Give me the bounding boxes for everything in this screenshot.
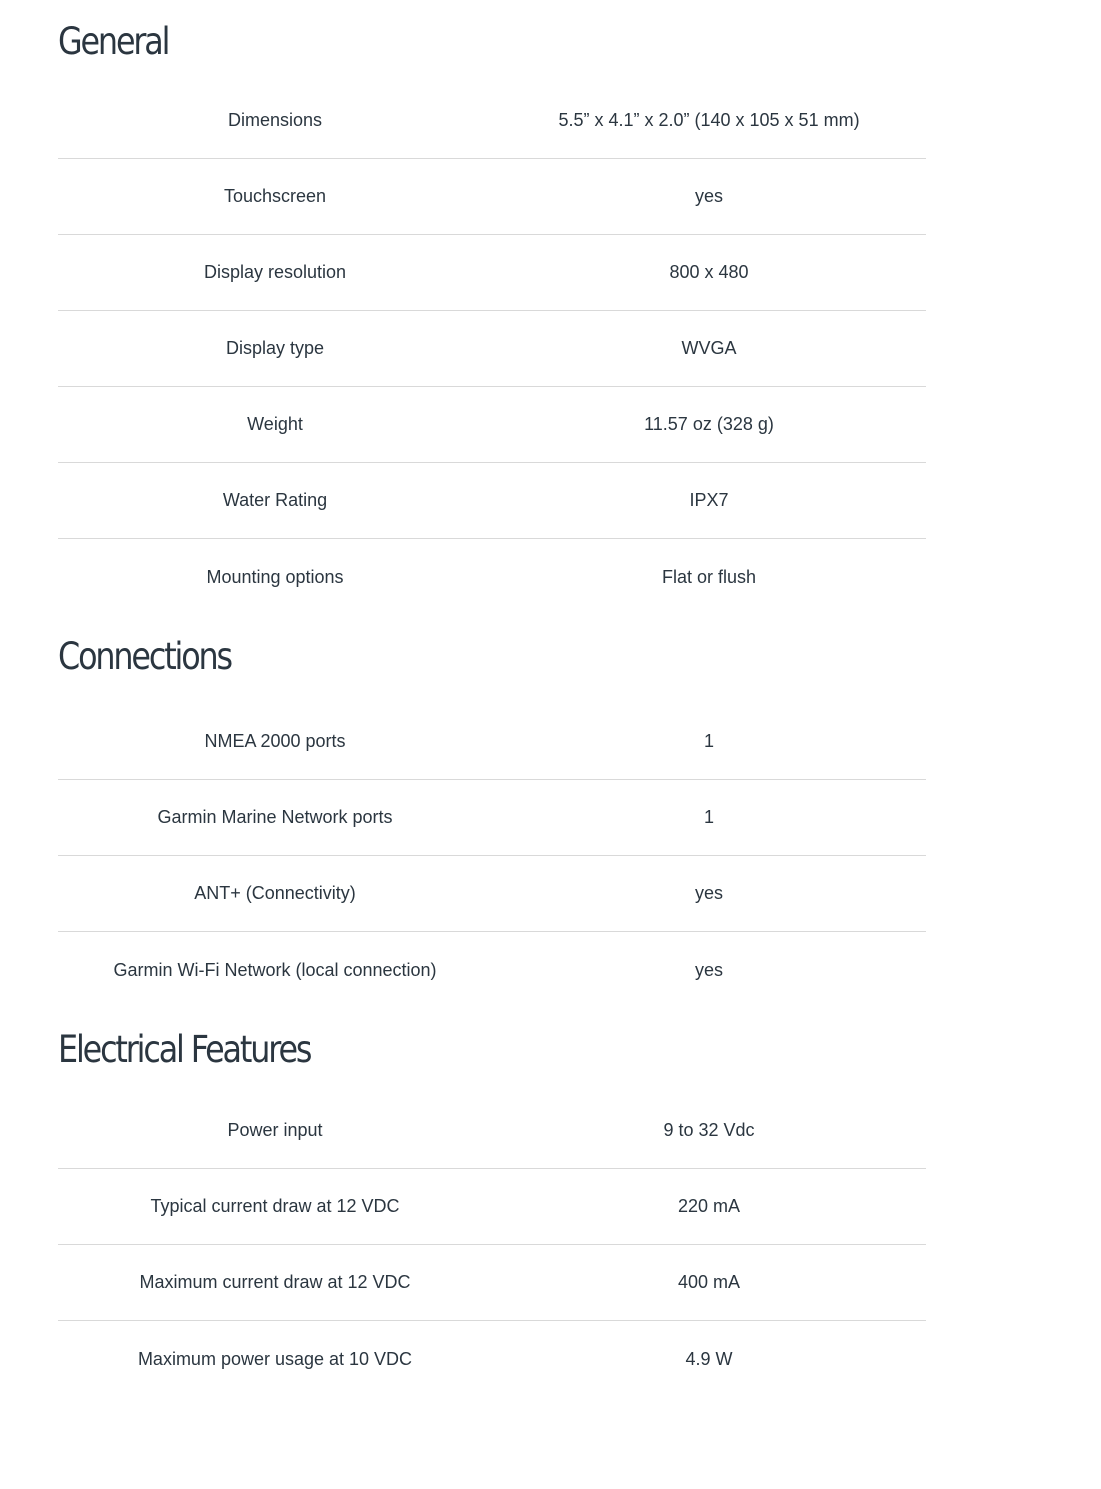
spec-label: Dimensions: [227, 110, 323, 130]
spec-row-typical-current: [58, 1169, 926, 1245]
spec-row-maximum-current: [58, 1245, 926, 1321]
general-section: [58, 0, 926, 615]
spec-value: 800 x 480: [669, 262, 749, 282]
spec-label: Typical current draw at 12 VDC: [150, 1196, 400, 1216]
spec-value: 9 to 32 Vdc: [663, 1120, 755, 1140]
spec-row-dimensions: [58, 83, 926, 159]
spec-row-maximum-power: [58, 1321, 926, 1397]
spec-value: 4.9 W: [685, 1348, 733, 1369]
spec-label: Power input: [227, 1120, 323, 1140]
spec-row-display-type: [58, 311, 926, 387]
spec-value: 1: [703, 731, 714, 751]
spec-row-mounting-options: [58, 539, 926, 615]
spec-row-power-input: [58, 1093, 926, 1169]
spec-value: 220 mA: [677, 1196, 741, 1216]
spec-label: Maximum current draw at 12 VDC: [139, 1272, 411, 1292]
electrical-title: Electrical Features: [58, 1028, 311, 1071]
spec-row-weight: [58, 387, 926, 463]
spec-row-display-resolution: [58, 235, 926, 311]
spec-row-ant-plus: [58, 856, 926, 932]
spec-value: 1: [703, 807, 714, 827]
general-title: General: [58, 20, 169, 63]
spec-row-touchscreen: [58, 159, 926, 235]
spec-value: yes: [694, 959, 723, 980]
spec-value: IPX7: [689, 490, 729, 510]
spec-label: Touchscreen: [223, 186, 327, 206]
spec-value: WVGA: [681, 338, 737, 358]
spec-value: 11.57 oz (328 g): [644, 414, 774, 434]
spec-row-marine-network-ports: [58, 780, 926, 856]
spec-value: 5.5” x 4.1” x 2.0” (140 x 105 x 51 mm): [558, 110, 860, 130]
specs-content: [58, 0, 926, 1397]
spec-label: Garmin Marine Network ports: [157, 807, 393, 827]
spec-label: Display resolution: [203, 262, 347, 282]
spec-value: 400 mA: [677, 1272, 741, 1292]
connections-spec-table: [58, 704, 926, 1008]
spec-value: yes: [694, 186, 723, 206]
general-spec-table: [58, 83, 926, 615]
electrical-spec-table: [58, 1093, 926, 1397]
spec-label: Garmin Wi-Fi Network (local connection): [113, 959, 437, 980]
spec-row-wifi-network: [58, 932, 926, 1008]
spec-row-nmea-2000-ports: [58, 704, 926, 780]
electrical-section: [58, 1008, 926, 1397]
spec-label: Mounting options: [206, 566, 344, 587]
spec-value: yes: [694, 883, 723, 903]
spec-label: Water Rating: [222, 490, 328, 510]
spec-value: Flat or flush: [661, 566, 757, 587]
spec-label: Display type: [225, 338, 325, 358]
spec-label: Weight: [247, 414, 303, 434]
spec-label: ANT+ (Connectivity): [194, 883, 356, 903]
connections-title: Connections: [58, 635, 231, 678]
spec-label: NMEA 2000 ports: [204, 731, 346, 751]
spec-row-water-rating: [58, 463, 926, 539]
connections-section: [58, 615, 926, 1008]
spec-label: Maximum power usage at 10 VDC: [137, 1348, 413, 1369]
